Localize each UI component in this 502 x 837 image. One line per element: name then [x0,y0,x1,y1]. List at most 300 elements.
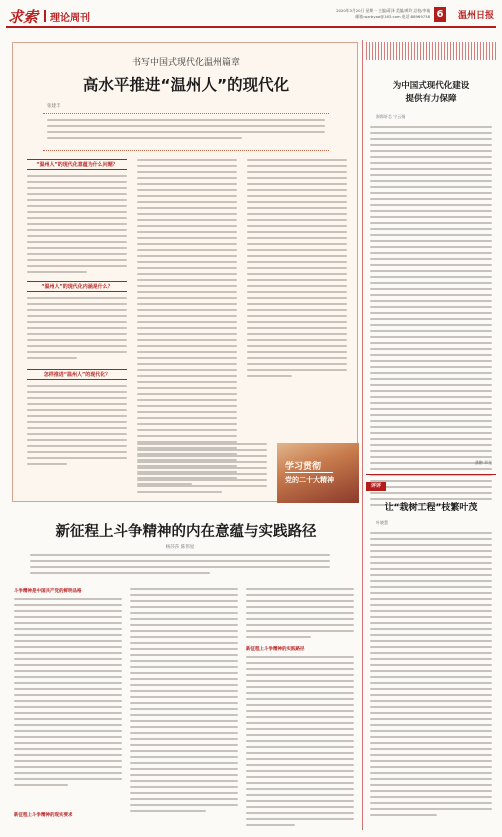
text-line [247,309,347,311]
text-line [137,345,237,347]
text-line [370,562,492,564]
text-line [370,276,492,278]
text-line [370,664,492,666]
text-line [370,622,492,624]
text-line [14,598,122,600]
text-line [370,796,492,798]
text-line [246,776,354,778]
text-line [246,594,354,596]
article-byline: 张建丰 [47,104,61,109]
text-line [370,538,492,540]
right-body-text [370,126,492,510]
text-line [246,686,354,688]
text-line [137,195,237,197]
text-line [370,294,492,296]
text-line [14,610,122,612]
text-line [137,473,267,475]
text-line [130,798,238,800]
text-line [370,162,492,164]
text-line [27,339,127,341]
text-line [246,764,354,766]
text-line [247,243,347,245]
text-line [130,600,238,602]
lead-text [47,119,325,143]
text-line [27,309,127,311]
text-line [246,722,354,724]
text-line [370,616,492,618]
text-line [246,656,354,658]
second-body-col3-a [246,588,354,642]
text-line [370,628,492,630]
body-text-col1-c [27,385,127,469]
text-line [47,125,325,127]
text-line [370,204,492,206]
text-line [14,760,122,762]
text-line [137,393,237,395]
text-line [370,408,492,410]
text-line [246,630,354,632]
text-line [370,264,492,266]
text-line [246,812,354,814]
text-line [137,455,267,457]
text-line [370,426,492,428]
text-line [247,315,347,317]
text-line [370,372,492,374]
text-line [247,225,347,227]
text-line [137,423,237,425]
text-line [14,706,122,708]
right-title-line2: 提供有力保障 [405,94,457,104]
text-line [27,235,127,237]
text-line [14,772,122,774]
text-line [247,219,347,221]
text-line [370,324,492,326]
text-line [137,315,237,317]
text-line [370,150,492,152]
text-line [370,772,492,774]
subhead-1: “温州人”的现代化意蕴为什么问题？ [27,159,127,170]
text-line [247,279,347,281]
banner-title: 学习贯彻 [285,462,322,472]
text-line [130,786,238,788]
review-body-text [370,532,492,820]
text-line [370,414,492,416]
text-line [30,572,210,574]
text-line [130,810,206,812]
text-line [370,640,492,642]
text-line [247,165,347,167]
text-line [137,435,237,437]
text-line [14,784,68,786]
text-line [370,444,492,446]
text-line [370,348,492,350]
review-title: 让“栽树工程”枝繁叶茂 [384,503,478,513]
text-line [137,285,237,287]
text-line [370,694,492,696]
text-line [247,189,347,191]
text-line [130,720,238,722]
text-line [137,461,267,463]
text-line [370,240,492,242]
text-line [137,207,237,209]
text-line [14,700,122,702]
text-line [246,728,354,730]
text-line [370,748,492,750]
text-line [130,678,238,680]
text-line [137,333,237,335]
text-line [370,210,492,212]
masthead-contact-line: 邮箱:wzrbyao@163.com 电话:88969738 [355,14,430,19]
right-article-byline: 浙郎轩芯 宁云扬 [376,114,406,119]
text-line [247,177,347,179]
text-line [137,411,237,413]
text-line [370,682,492,684]
text-line [246,662,354,664]
text-line [137,165,237,167]
text-line [370,604,492,606]
text-line [130,726,238,728]
text-line [246,824,295,826]
text-line [47,119,325,121]
text-line [137,225,237,227]
text-line [370,390,492,392]
paper-name: 温州日报 [457,11,494,21]
masthead-date-line: 2020年3月20日 星期一 主编/蒋泽 美编/黄玲 总校/李诚 [336,8,430,13]
text-line [370,544,492,546]
right-title-line1: 为中国式现代化建设 [392,81,470,91]
text-line [247,171,347,173]
text-line [370,766,492,768]
text-line [27,247,127,249]
text-line [246,692,354,694]
text-line [137,189,237,191]
text-line [370,556,492,558]
text-line [14,628,122,630]
text-line [247,237,347,239]
text-line [247,339,347,341]
text-line [137,303,237,305]
text-line [370,126,492,128]
text-line [137,443,267,445]
text-line [27,211,127,213]
text-line [137,449,267,451]
text-line [247,363,347,365]
text-line [370,568,492,570]
text-line [27,415,127,417]
text-line [370,532,492,534]
text-line [246,680,354,682]
text-line [247,303,347,305]
text-line [247,291,347,293]
text-line [130,696,238,698]
text-line [14,658,122,660]
text-line [137,291,237,293]
text-line [246,588,354,590]
text-line [370,658,492,660]
text-line [137,381,237,383]
text-line [27,385,127,387]
text-line [14,724,122,726]
text-line [246,606,354,608]
text-line [247,333,347,335]
text-line [14,670,122,672]
text-line [137,429,237,431]
text-line [14,778,122,780]
text-line [14,634,122,636]
text-line [27,451,127,453]
text-line [27,345,127,347]
text-line [27,175,127,177]
text-line [27,439,127,441]
text-line [246,806,354,808]
text-line [370,354,492,356]
text-line [27,205,127,207]
text-line [14,736,122,738]
text-line [47,137,242,139]
text-line [370,778,492,780]
text-line [14,640,122,642]
text-line [130,744,238,746]
text-line [370,270,492,272]
text-line [370,192,492,194]
text-line [137,309,237,311]
text-line [130,768,238,770]
text-line [246,716,354,718]
text-line [370,222,492,224]
text-line [370,814,437,816]
text-line [14,688,122,690]
text-line [370,306,492,308]
text-line [370,724,492,726]
text-line [370,808,492,810]
article-headline: 高水平推进“温州人”的现代化 [82,76,290,94]
text-line [247,213,347,215]
text-line [14,694,122,696]
text-line [370,234,492,236]
text-line [370,432,492,434]
text-line [137,369,237,371]
text-line [370,592,492,594]
text-line [370,760,492,762]
review-byline: 叶晓慧 [376,520,388,525]
text-line [247,369,347,371]
text-line [246,782,354,784]
text-line [27,253,127,255]
text-line [246,746,354,748]
text-line [370,138,492,140]
banner-rule [285,472,333,473]
text-line [370,168,492,170]
text-line [27,223,127,225]
text-line [27,433,127,435]
text-line [370,718,492,720]
text-line [27,271,87,273]
text-line [27,297,127,299]
text-line [246,698,354,700]
text-line [370,456,492,458]
text-line [27,357,77,359]
text-line [247,375,292,377]
text-line [137,273,237,275]
text-line [137,387,237,389]
text-line [370,186,492,188]
main-article [12,42,358,502]
text-line [130,780,238,782]
text-line [370,646,492,648]
text-line [370,754,492,756]
text-line [130,756,238,758]
text-line [247,345,347,347]
text-line [130,714,238,716]
text-line [30,560,330,562]
masthead-info [300,8,430,20]
text-line [137,219,237,221]
text-line [247,351,347,353]
text-line [130,738,238,740]
text-line [27,397,127,399]
text-line [370,174,492,176]
text-line [246,668,354,670]
text-line [246,710,354,712]
text-line [130,732,238,734]
text-line [246,788,354,790]
text-line [27,333,127,335]
text-line [247,327,347,329]
text-line [130,684,238,686]
text-line [370,462,492,464]
second-body-col3-b [246,656,354,830]
second-body-col1 [14,598,122,790]
text-line [14,754,122,756]
text-line [137,363,237,365]
text-line [130,804,238,806]
text-line [130,642,238,644]
second-subhead-3: 新征程上斗争精神的实践路径 [246,647,305,652]
text-line [27,315,127,317]
text-line [27,187,127,189]
text-line [247,321,347,323]
text-line [130,708,238,710]
text-line [27,427,127,429]
text-line [246,740,354,742]
second-subhead-1: 斗争精神是中国共产党的鲜明品格 [14,589,82,594]
text-line [247,183,347,185]
right-article-title [366,80,496,106]
text-line [370,492,492,494]
banner-subtitle: 党的二十大精神 [285,476,334,484]
article-lead [43,113,329,151]
second-article-byline: 杨莎莎 陈伟星 [165,545,195,550]
text-line [27,409,127,411]
text-line [137,231,237,233]
text-line [130,618,238,620]
text-line [137,279,237,281]
text-line [130,666,238,668]
text-line [27,403,127,405]
text-line [370,438,492,440]
text-line [370,580,492,582]
text-line [370,198,492,200]
text-line [27,265,127,267]
text-line [247,201,347,203]
text-line [370,688,492,690]
text-line [246,818,354,820]
text-line [27,421,127,423]
text-line [370,360,492,362]
text-line [370,712,492,714]
text-line [137,201,237,203]
text-line [370,652,492,654]
text-line [14,712,122,714]
text-line [130,594,238,596]
text-line [370,258,492,260]
text-line [370,574,492,576]
text-line [27,199,127,201]
text-line [14,616,122,618]
text-line [27,445,127,447]
text-line [137,237,237,239]
text-line [246,734,354,736]
text-line [27,457,127,459]
text-line [14,742,122,744]
text-line [370,598,492,600]
masthead-separator [44,10,46,22]
text-line [246,624,354,626]
review-divider [366,474,496,475]
text-line [137,249,237,251]
review-tag: 评评 [366,482,386,491]
text-line [130,792,238,794]
text-line [137,375,237,377]
text-line [247,285,347,287]
text-line [370,378,492,380]
text-line [30,566,330,568]
text-line [130,750,238,752]
text-line [14,730,122,732]
text-line [370,402,492,404]
text-line [370,706,492,708]
text-line [130,672,238,674]
text-line [370,282,492,284]
text-line [27,229,127,231]
text-line [137,255,237,257]
text-line [247,195,347,197]
text-line [247,273,347,275]
text-line [246,600,354,602]
text-line [130,660,238,662]
text-line [370,486,492,488]
text-line [14,664,122,666]
text-line [47,131,325,133]
text-line [370,252,492,254]
text-line [137,321,237,323]
text-line [370,228,492,230]
text-line [130,690,238,692]
text-line [370,676,492,678]
body-text-col2 [137,159,237,489]
text-line [246,674,354,676]
text-line [14,748,122,750]
text-line [27,181,127,183]
text-line [247,261,347,263]
text-line [130,702,238,704]
text-line [370,784,492,786]
text-line [370,634,492,636]
subhead-3: 怎样推进“温州人”的现代化？ [27,369,127,380]
text-line [246,618,354,620]
body-text-col1-b [27,297,127,363]
text-line [137,491,222,493]
